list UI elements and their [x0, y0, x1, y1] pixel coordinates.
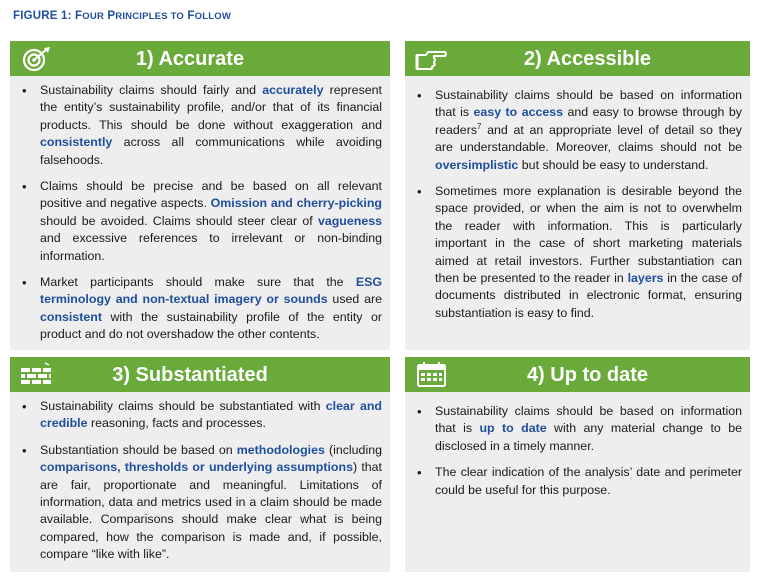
- bullet-item: [415, 183, 742, 322]
- body-text: represent the entity’s sustainability profile, and/or that of its financial products. This should be done without exaggeration and: [40, 83, 382, 132]
- body-text: and easy to browse through by readers: [435, 105, 742, 137]
- bullet-item: [20, 274, 382, 344]
- panel-accurate: [10, 41, 390, 350]
- footnote-ref: 7: [477, 121, 482, 131]
- body-text: The clear indication of the analysis’ date and perimeter could be useful for this purpose.: [435, 465, 742, 497]
- highlight-text: consistently: [40, 135, 113, 150]
- bullet-item: [20, 178, 382, 265]
- highlight-text: accurately: [262, 83, 324, 97]
- body-text: and at an appropriate level of detail so they are understandable. Moreover, claims should not be: [435, 122, 742, 155]
- body-text: but should be easy to understand.: [518, 157, 709, 172]
- bullet-list: [405, 392, 750, 499]
- body-text: and excessive references to irrelevant or non-binding information.: [40, 231, 382, 263]
- body-text: with any material change to be disclosed in a timely manner.: [435, 421, 742, 453]
- panel-substantiated: [10, 357, 390, 572]
- body-text: Substantiation should be based on: [40, 442, 237, 457]
- panel-header: [10, 41, 390, 76]
- highlight-text: layers: [627, 271, 664, 286]
- body-text: Claims should be precise and be based on all relevant positive and negative aspects.: [40, 179, 382, 211]
- body-text: reasoning, facts and processes.: [87, 416, 266, 431]
- bullet-item: [20, 82, 382, 169]
- highlight-text: oversimplistic: [435, 157, 519, 172]
- highlight-text: up to date: [479, 421, 547, 436]
- body-text: across all communications while avoiding falsehoods.: [40, 135, 382, 167]
- bullet-list: [10, 392, 390, 564]
- bullet-list: [10, 76, 390, 344]
- highlight-text: consistent: [40, 309, 102, 324]
- bullet-item: [415, 464, 742, 499]
- body-text: Sometimes more explanation is desirable beyond the space provided, or when the aim is not to overwhelm the reader with information. This is particularly important in the case of short marketing materials aimed at retail investors. Further substantiation can then be presented to the reader in: [435, 184, 742, 286]
- figure-title: FIGURE 1: FOUR PRINCIPLES TO FOLLOW: [13, 10, 231, 22]
- highlight-text: vagueness: [317, 213, 382, 228]
- body-text: with the sustainability profile of the entity or product and do not overshadow the other contents.: [40, 309, 382, 342]
- body-text: in the case of documents distributed in electronic format, ensuring substantiation is easy to find.: [435, 271, 742, 320]
- panel-title: 4) Up to date: [526, 364, 649, 386]
- body-text: ) that are fair, proportionate and meaningful. Limitations of information, data and metrics used in a claim should be made available. Comparisons should make clear what is being compared, how the comparison is made and, if possible, compare “like with like”.: [40, 460, 382, 562]
- body-text: Sustainability claims should be substantiated with: [40, 399, 326, 413]
- panel-accessible: [405, 41, 750, 350]
- bullet-item: [20, 398, 382, 433]
- bullet-item: [415, 87, 742, 174]
- body-text: used are: [327, 292, 382, 307]
- bullet-list: [405, 76, 750, 322]
- bullet-item: [415, 403, 742, 455]
- body-text: (including: [324, 442, 382, 457]
- highlight-text: Omission and cherry-picking: [210, 196, 382, 211]
- panel-up-to-date: [405, 357, 750, 572]
- panel-header: [405, 41, 750, 76]
- panel-header: [405, 357, 750, 392]
- highlight-text: clear and credible: [40, 399, 382, 431]
- body-text: should be avoided. Claims should steer clear of: [40, 213, 318, 228]
- highlight-text: methodologies: [236, 442, 325, 457]
- body-text: Sustainability claims should be based on information that is: [435, 404, 742, 436]
- panel-title: 2) Accessible: [523, 48, 652, 70]
- panel-title: 3) Substantiated: [112, 364, 268, 386]
- body-text: Sustainability claims should fairly and: [40, 83, 263, 97]
- highlight-text: easy to access: [473, 105, 564, 120]
- panel-header: [10, 357, 390, 392]
- highlight-text: ESG terminology and non-textual imagery or sounds: [40, 275, 382, 307]
- body-text: Market participants should make sure that the: [40, 275, 356, 290]
- panel-title: 1) Accurate: [135, 48, 245, 70]
- highlight-text: comparisons, thresholds or underlying assumptions: [40, 460, 353, 475]
- body-text: Sustainability claims should be based on information that is: [435, 88, 742, 120]
- bullet-item: [20, 442, 382, 564]
